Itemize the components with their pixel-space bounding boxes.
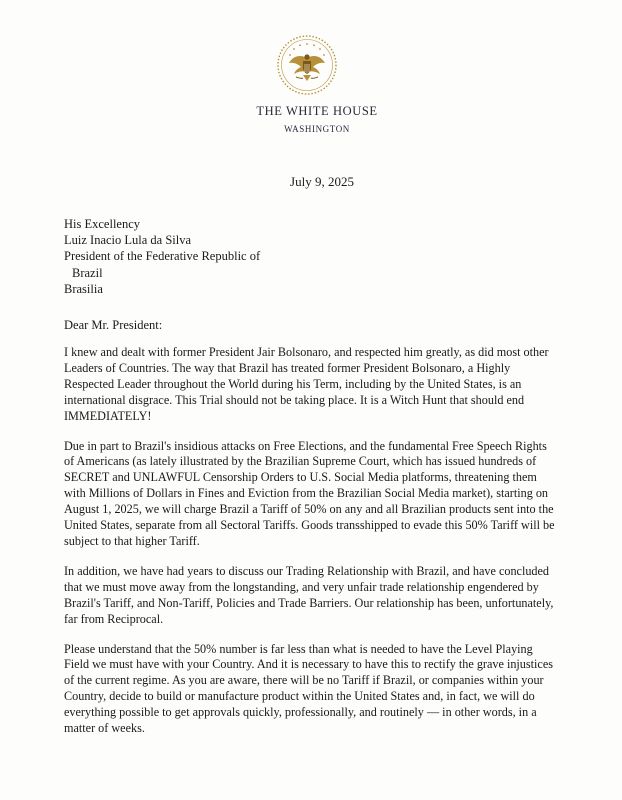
- body-paragraph: In addition, we have had years to discuss our Trading Relationship with Brazil, and have concluded that we must move away from the longstanding, and very unfair trade relationship engendered by Brazil's Tariff, and Non-Tariff, Policies and Trade Barriers. Our relationship has been, unfortunately, far from Reciprocal.: [64, 563, 554, 626]
- letterhead-subtitle: WASHINGTON: [284, 124, 350, 134]
- addressee-line: Luiz Inacio Lula da Silva: [64, 233, 192, 248]
- body-paragraph: Please understand that the 50% number is far less than what is needed to have the Level Playing Field we must have with your Country. And it is necessary to have this to rectify the grave injustices of the current regime. As you are aware, there will be no Tariff if Brazil, or companies within your Country, decide to build or manufacture product within the United States and, in fact, we will do everything possible to get approvals quickly, professionally, and routinely — in other words, in a matter of weeks.: [64, 641, 553, 736]
- body-paragraph: I knew and dealt with former President Jair Bolsonaro, and respected him greatly, as did most other Leaders of Countries. The way that Brazil has treated former President Bolsonaro, a Highly Respected Leader throughout the World during his Term, including by the United States, is an international disgrace. This Trial should not be taking place. It is a Witch Hunt that should end IMMEDIATELY!: [64, 345, 549, 423]
- letter-date: July 9, 2025: [290, 174, 354, 189]
- addressee-line: Brasilia: [64, 281, 103, 296]
- addressee-line: His Excellency: [64, 217, 141, 231]
- addressee-block: [64, 216, 260, 297]
- addressee-line: President of the Federative Republic of: [64, 249, 261, 264]
- addressee-line: Brazil: [72, 265, 103, 280]
- letterhead-title: THE WHITE HOUSE: [256, 104, 378, 118]
- letter-body: [64, 345, 556, 751]
- presidential-seal-icon: [276, 34, 338, 96]
- body-paragraph: Due in part to Brazil's insidious attacks on Free Elections, and the fundamental Free Speech Rights of Americans (as lately illustrated by the Brazilian Supreme Court, which has issued hundreds of SECRET and UNLAWFUL Censorship Orders to U.S. Social Media platforms, threatening them with Millions of Dollars in Fines and Eviction from the Brazilian Social Media market), starting on August 1, 2025, we will charge Brazil a Tariff of 50% on any and all Brazilian products sent into the United States, separate from all Sectoral Tariffs. Goods transshipped to evade this 50% Tariff will be subject to that higher Tariff.: [64, 438, 555, 548]
- salutation: Dear Mr. President:: [64, 318, 163, 332]
